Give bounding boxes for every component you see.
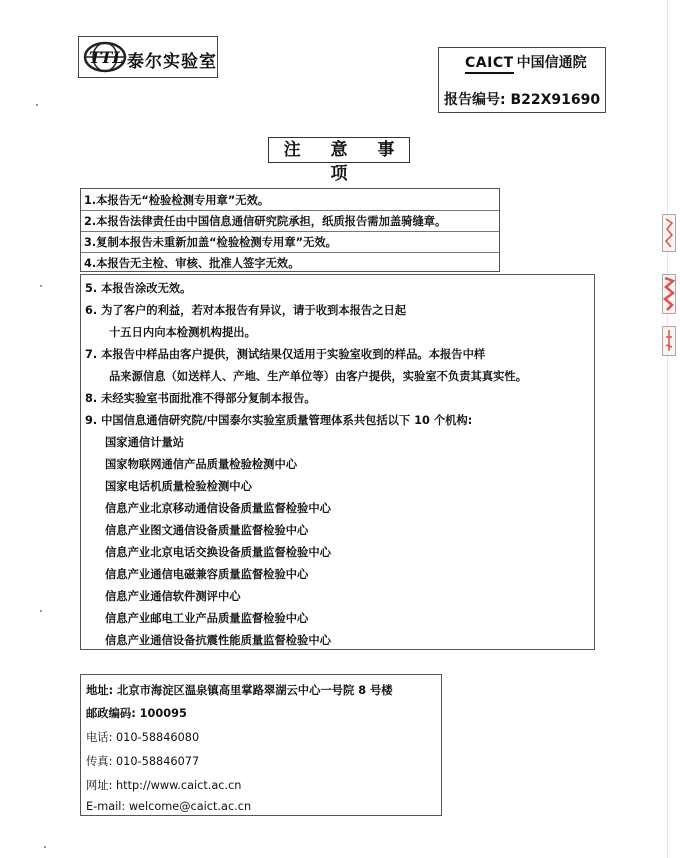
stamp-fragment-icon bbox=[663, 275, 675, 313]
institution-item: 信息产业通信电磁兼容质量监督检验中心 bbox=[105, 568, 309, 581]
notice-item-1: 1.本报告无“检验检测专用章”无效。 bbox=[84, 194, 270, 207]
notice-item-6-line-2: 十五日内向本检测机构提出。 bbox=[109, 326, 256, 339]
stamp-fragment-icon bbox=[663, 215, 675, 251]
notice-item-7-line-1: 7. 本报告中样品由客户提供，测试结果仅适用于实验室收到的样品。本报告中样 bbox=[85, 348, 486, 361]
seam-stamp-fragment bbox=[662, 326, 676, 356]
seam-stamp-fragment bbox=[662, 214, 676, 252]
scan-speck bbox=[40, 285, 42, 287]
svg-text:TTL: TTL bbox=[89, 48, 124, 67]
report-number bbox=[444, 89, 600, 109]
contact-email: E-mail: welcome@caict.ac.cn bbox=[86, 800, 252, 813]
institution-item: 信息产业北京电话交换设备质量监督检验中心 bbox=[105, 546, 331, 559]
divider bbox=[81, 231, 499, 232]
scan-speck bbox=[44, 846, 46, 848]
report-number-label: 报告编号: bbox=[444, 92, 506, 108]
report-number-value: B22X91690 bbox=[510, 92, 601, 108]
notice-box-secondary bbox=[80, 274, 595, 650]
institution-item: 信息产业北京移动通信设备质量监督检验中心 bbox=[105, 502, 331, 515]
caict-report-box bbox=[438, 47, 606, 113]
stamp-fragment-icon bbox=[663, 327, 675, 355]
notice-item-4: 4.本报告无主检、审核、批准人签字无效。 bbox=[84, 257, 300, 270]
scan-speck bbox=[40, 610, 42, 612]
caict-logo-cn: 中国信通院 bbox=[516, 55, 587, 71]
contact-fax: 传真: 010-58846077 bbox=[86, 755, 200, 768]
institution-item: 国家电话机质量检验检测中心 bbox=[105, 480, 252, 493]
divider bbox=[81, 210, 499, 211]
scan-speck bbox=[36, 104, 38, 106]
contact-box bbox=[80, 674, 442, 816]
notice-item-7-line-2: 品来源信息（如送样人、产地、生产单位等）由客户提供，实验室不负责其真实性。 bbox=[109, 370, 527, 383]
caict-logo bbox=[465, 52, 587, 72]
caict-logo-en: CAICT bbox=[465, 55, 514, 74]
contact-phone: 电话: 010-58846080 bbox=[86, 731, 200, 744]
notice-box-primary bbox=[80, 188, 500, 272]
notice-item-5: 5. 本报告涂改无效。 bbox=[85, 282, 192, 295]
ttl-lab-logo bbox=[78, 36, 218, 78]
institution-item: 国家物联网通信产品质量检验检测中心 bbox=[105, 458, 298, 471]
lab-name: 泰尔实验室 bbox=[127, 52, 217, 72]
institution-item: 信息产业邮电工业产品质量监督检验中心 bbox=[105, 612, 309, 625]
notice-item-2: 2.本报告法律责任由中国信息通信研究院承担，纸质报告需加盖骑缝章。 bbox=[84, 215, 447, 228]
seam-stamp-fragment bbox=[662, 274, 676, 314]
notice-item-9: 9. 中国信息通信研究院/中国泰尔实验室质量管理体系共包括以下 10 个机构: bbox=[85, 414, 473, 427]
contact-postcode: 邮政编码: 100095 bbox=[86, 707, 187, 720]
notice-title: 注 意 事 项 bbox=[268, 137, 410, 163]
notice-item-3: 3.复制本报告未重新加盖“检验检测专用章”无效。 bbox=[84, 236, 337, 249]
page-edge-line bbox=[667, 0, 668, 858]
institution-item: 国家通信计量站 bbox=[105, 436, 185, 449]
notice-item-6-line-1: 6. 为了客户的利益，若对本报告有异议，请于收到本报告之日起 bbox=[85, 304, 407, 317]
institution-item: 信息产业通信软件测评中心 bbox=[105, 590, 241, 603]
notice-item-8: 8. 未经实验室书面批准不得部分复制本报告。 bbox=[85, 392, 316, 405]
institution-item: 信息产业通信设备抗震性能质量监督检验中心 bbox=[105, 634, 331, 647]
contact-address: 地址: 北京市海淀区温泉镇高里掌路翠湖云中心一号院 8 号楼 bbox=[86, 684, 393, 697]
contact-website: 网址: http://www.caict.ac.cn bbox=[86, 779, 242, 792]
divider bbox=[81, 252, 499, 253]
institution-item: 信息产业图文通信设备质量监督检验中心 bbox=[105, 524, 309, 537]
ttl-globe-icon bbox=[83, 40, 127, 74]
